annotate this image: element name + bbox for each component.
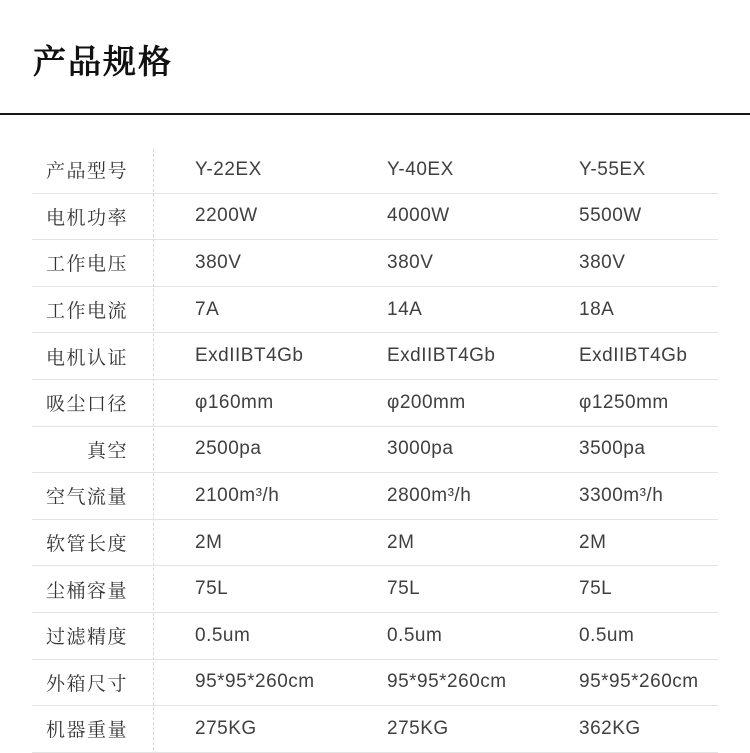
spec-value: φ1250mm xyxy=(579,391,669,413)
spec-value: 95*95*260cm xyxy=(579,671,699,693)
spec-label: 外箱尺寸 xyxy=(45,673,128,695)
spec-value: 2500pa xyxy=(195,438,262,460)
spec-label: 产品型号 xyxy=(45,161,128,183)
spec-value: 3300m³/h xyxy=(579,484,664,506)
spec-label: 尘桶容量 xyxy=(45,580,128,602)
spec-row xyxy=(32,613,718,660)
spec-row xyxy=(32,566,718,613)
spec-value: 14A xyxy=(387,298,423,320)
spec-value: 380V xyxy=(579,251,626,273)
spec-row xyxy=(32,473,718,520)
spec-value: 380V xyxy=(387,251,434,273)
spec-row xyxy=(32,427,718,474)
spec-row xyxy=(32,287,718,334)
spec-value: 2M xyxy=(387,531,415,553)
spec-value: 0.5um xyxy=(579,624,635,646)
page-title: 产品规格 xyxy=(33,43,173,80)
spec-value: 0.5um xyxy=(195,624,251,646)
spec-value: 18A xyxy=(579,298,615,320)
spec-row xyxy=(32,240,718,287)
spec-value: ExdIIBT4Gb xyxy=(387,345,496,367)
spec-value: 2M xyxy=(195,531,223,553)
spec-row xyxy=(32,660,718,707)
spec-label: 空气流量 xyxy=(45,487,128,509)
spec-label: 工作电流 xyxy=(45,301,128,323)
spec-value: φ160mm xyxy=(195,391,274,413)
spec-row xyxy=(32,520,718,567)
spec-value: ExdIIBT4Gb xyxy=(579,345,688,367)
spec-value: Y-22EX xyxy=(195,158,262,180)
spec-value: 95*95*260cm xyxy=(387,671,507,693)
spec-value: 2M xyxy=(579,531,607,553)
spec-label: 工作电压 xyxy=(45,254,128,276)
spec-row xyxy=(32,147,718,194)
spec-value: 380V xyxy=(195,251,242,273)
spec-value: Y-55EX xyxy=(579,158,646,180)
spec-value: 7A xyxy=(195,298,220,320)
spec-row xyxy=(32,706,718,753)
spec-label: 电机功率 xyxy=(45,207,128,229)
spec-row xyxy=(32,380,718,427)
spec-label: 真空 xyxy=(86,440,128,462)
spec-value: 4000W xyxy=(387,205,450,227)
spec-label: 机器重量 xyxy=(45,720,128,742)
spec-table xyxy=(32,147,718,753)
spec-value: 3000pa xyxy=(387,438,454,460)
spec-label: 吸尘口径 xyxy=(45,394,128,416)
spec-value: 75L xyxy=(387,578,421,600)
spec-value: 2800m³/h xyxy=(387,484,472,506)
spec-value: 95*95*260cm xyxy=(195,671,315,693)
spec-row xyxy=(32,333,718,380)
spec-value: ExdIIBT4Gb xyxy=(195,345,304,367)
spec-value: 3500pa xyxy=(579,438,646,460)
spec-label: 过滤精度 xyxy=(45,627,128,649)
spec-value: 0.5um xyxy=(387,624,443,646)
spec-row xyxy=(32,194,718,241)
spec-label: 电机认证 xyxy=(45,347,128,369)
spec-label: 软管长度 xyxy=(45,534,128,556)
spec-value: 75L xyxy=(195,578,229,600)
spec-value: 5500W xyxy=(579,205,642,227)
spec-value: 2200W xyxy=(195,205,258,227)
spec-value: 275KG xyxy=(195,717,257,739)
spec-value: 362KG xyxy=(579,717,641,739)
spec-value: φ200mm xyxy=(387,391,466,413)
spec-value: 75L xyxy=(579,578,613,600)
spec-value: 275KG xyxy=(387,717,449,739)
spec-value: 2100m³/h xyxy=(195,484,280,506)
spec-value: Y-40EX xyxy=(387,158,454,180)
title-divider xyxy=(0,113,750,115)
